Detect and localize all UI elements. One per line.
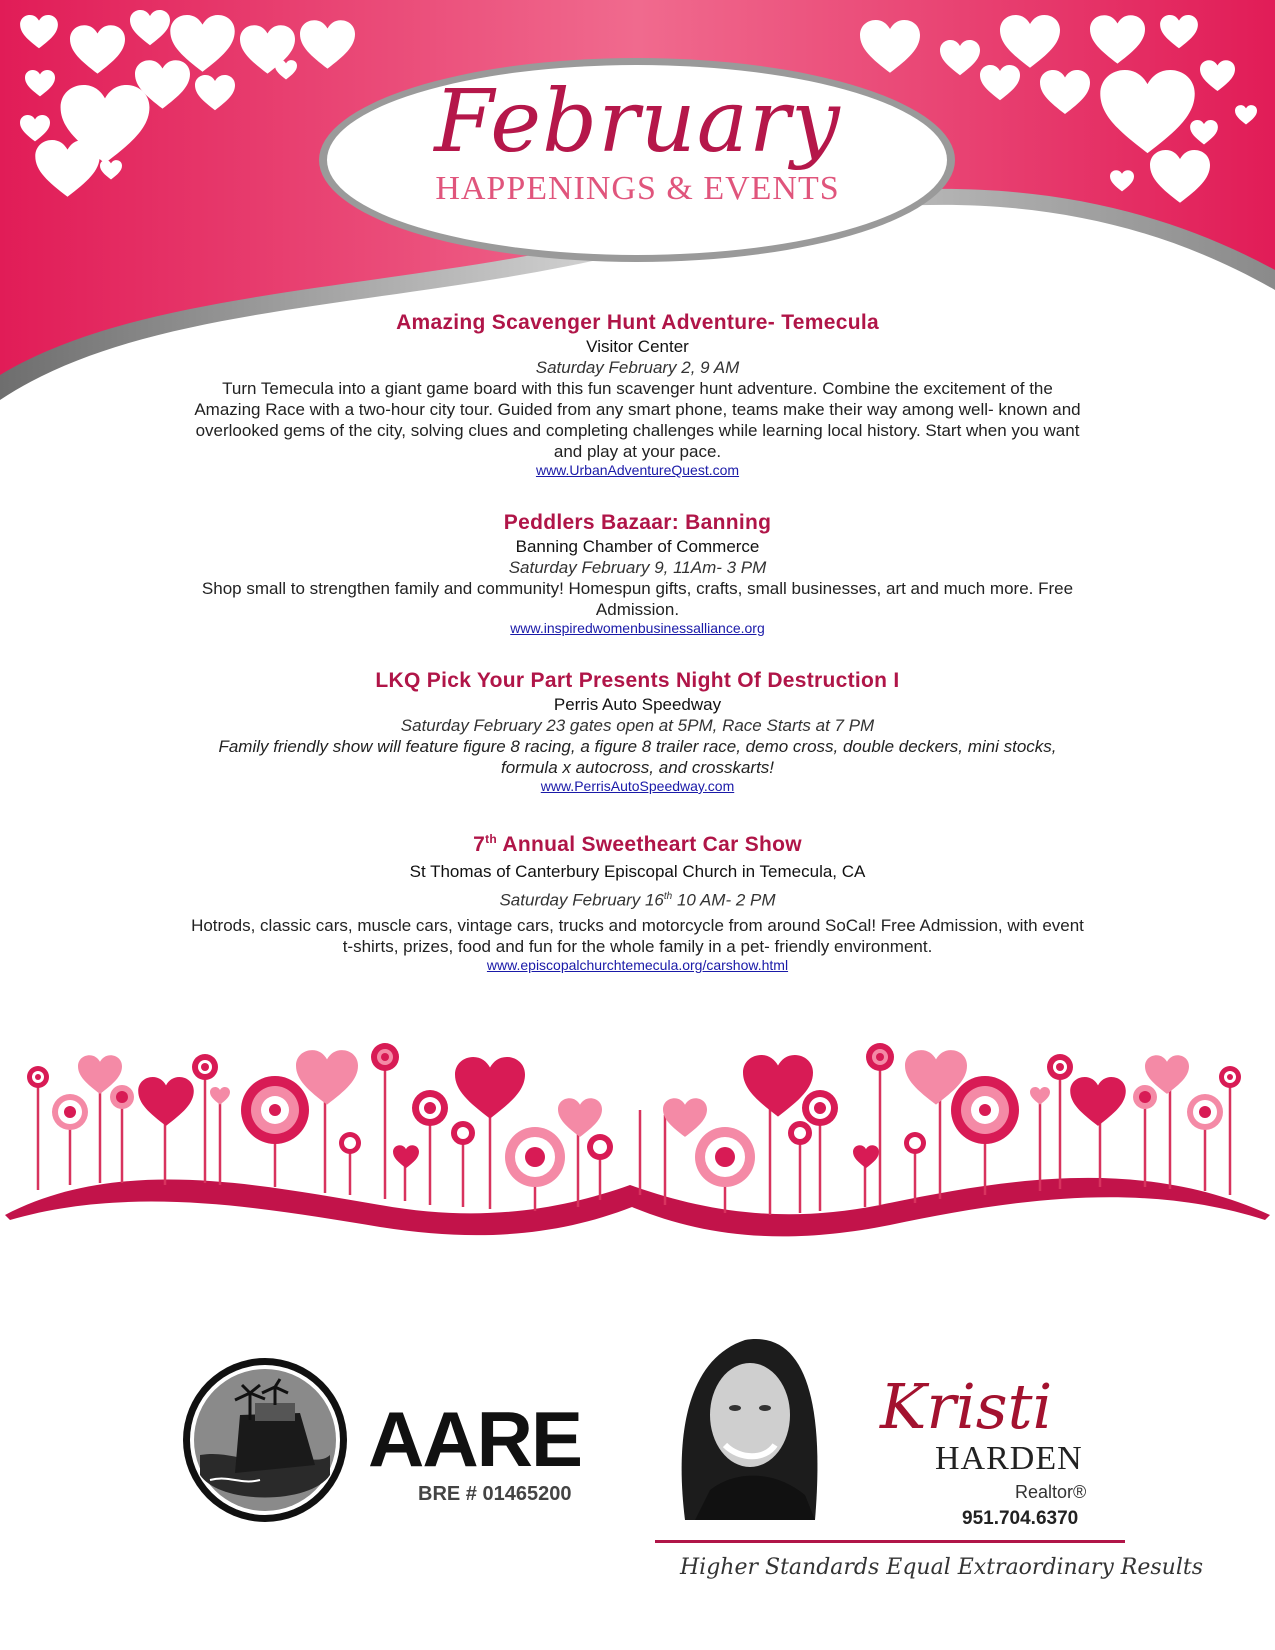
event-item <box>190 310 1085 480</box>
event-description: Hotrods, classic cars, muscle cars, vintage cars, trucks and motorcycle from around SoCal! Free Admission, with event t-shirts, prizes, food and fun for the whole family in a pet- friendly environment. <box>191 915 1084 956</box>
event-link[interactable]: www.inspiredwomenbusinessalliance.org <box>510 620 765 636</box>
event-title-ordinal: th <box>485 832 498 846</box>
event-description: Turn Temecula into a giant game board with this fun scavenger hunt adventure. Combine the excitement of the Amazing Race with a two-hour city tour. Guided from any smart phone, teams make their way among well- known and overlooked gems of the city, solving clues and completing challenges while learning local history. Start when you want and play at your pace. <box>194 379 1081 461</box>
event-description: Family friendly show will feature figure 8 racing, a figure 8 trailer race, demo cross, double deckers, mini stocks, formula x autocross, and crosskarts! <box>218 737 1057 777</box>
event-item <box>190 668 1085 796</box>
event-title-number: 7 <box>473 833 486 856</box>
tagline: Higher Standards Equal Extraordinary Results <box>680 1555 1203 1580</box>
event-date-part: Saturday February 16 <box>499 890 664 910</box>
heart-flowers-decoration <box>0 1035 1275 1305</box>
event-title: LKQ Pick Your Part Presents Night Of Destruction I <box>375 669 900 692</box>
event-link[interactable]: www.UrbanAdventureQuest.com <box>535 462 740 478</box>
event-venue: Perris Auto Speedway <box>553 695 722 714</box>
aare-name: AARE <box>368 1395 582 1483</box>
event-venue: Visitor Center <box>586 337 689 356</box>
event-description: Shop small to strengthen family and community! Homespun gifts, crafts, small businesses, art and much more. Free Admission. <box>201 579 1074 619</box>
event-date-ordinal: th <box>663 891 673 902</box>
event-item <box>190 510 1085 638</box>
event-link[interactable]: www.episcopalchurchtemecula.org/carshow.html <box>486 956 789 973</box>
agent-first-name: Kristi <box>880 1370 1053 1443</box>
event-title: Peddlers Bazaar: Banning <box>503 511 772 534</box>
event-date <box>190 886 1085 911</box>
event-venue: Banning Chamber of Commerce <box>515 537 760 556</box>
event-date-part: 10 AM- 2 PM <box>672 890 776 910</box>
page-title-script: February <box>434 72 841 172</box>
event-venue: St Thomas of Canterbury Episcopal Church in Temecula, CA <box>409 862 866 881</box>
event-link[interactable]: www.PerrisAutoSpeedway.com <box>540 778 735 794</box>
aare-logo <box>180 1355 350 1525</box>
page-subtitle: HAPPENINGS & EVENTS <box>435 170 840 207</box>
event-title: Amazing Scavenger Hunt Adventure- Temecula <box>396 311 879 334</box>
event-date: Saturday February 2, 9 AM <box>535 358 740 377</box>
events-list <box>190 310 1085 1005</box>
agent-photo <box>655 1320 830 1520</box>
divider <box>655 1540 1125 1543</box>
event-date: Saturday February 23 gates open at 5PM, Race Starts at 7 PM <box>400 716 875 735</box>
agent-last-name: HARDEN <box>935 1440 1083 1477</box>
event-date: Saturday February 9, 11Am- 3 PM <box>508 558 767 577</box>
agent-phone[interactable]: 951.704.6370 <box>962 1508 1079 1529</box>
event-item <box>190 826 1085 975</box>
event-title-text: Annual Sweetheart Car Show <box>497 833 802 856</box>
event-title <box>190 826 1085 858</box>
aare-license: BRE # 01465200 <box>418 1483 572 1505</box>
agent-title: Realtor® <box>1015 1482 1087 1502</box>
